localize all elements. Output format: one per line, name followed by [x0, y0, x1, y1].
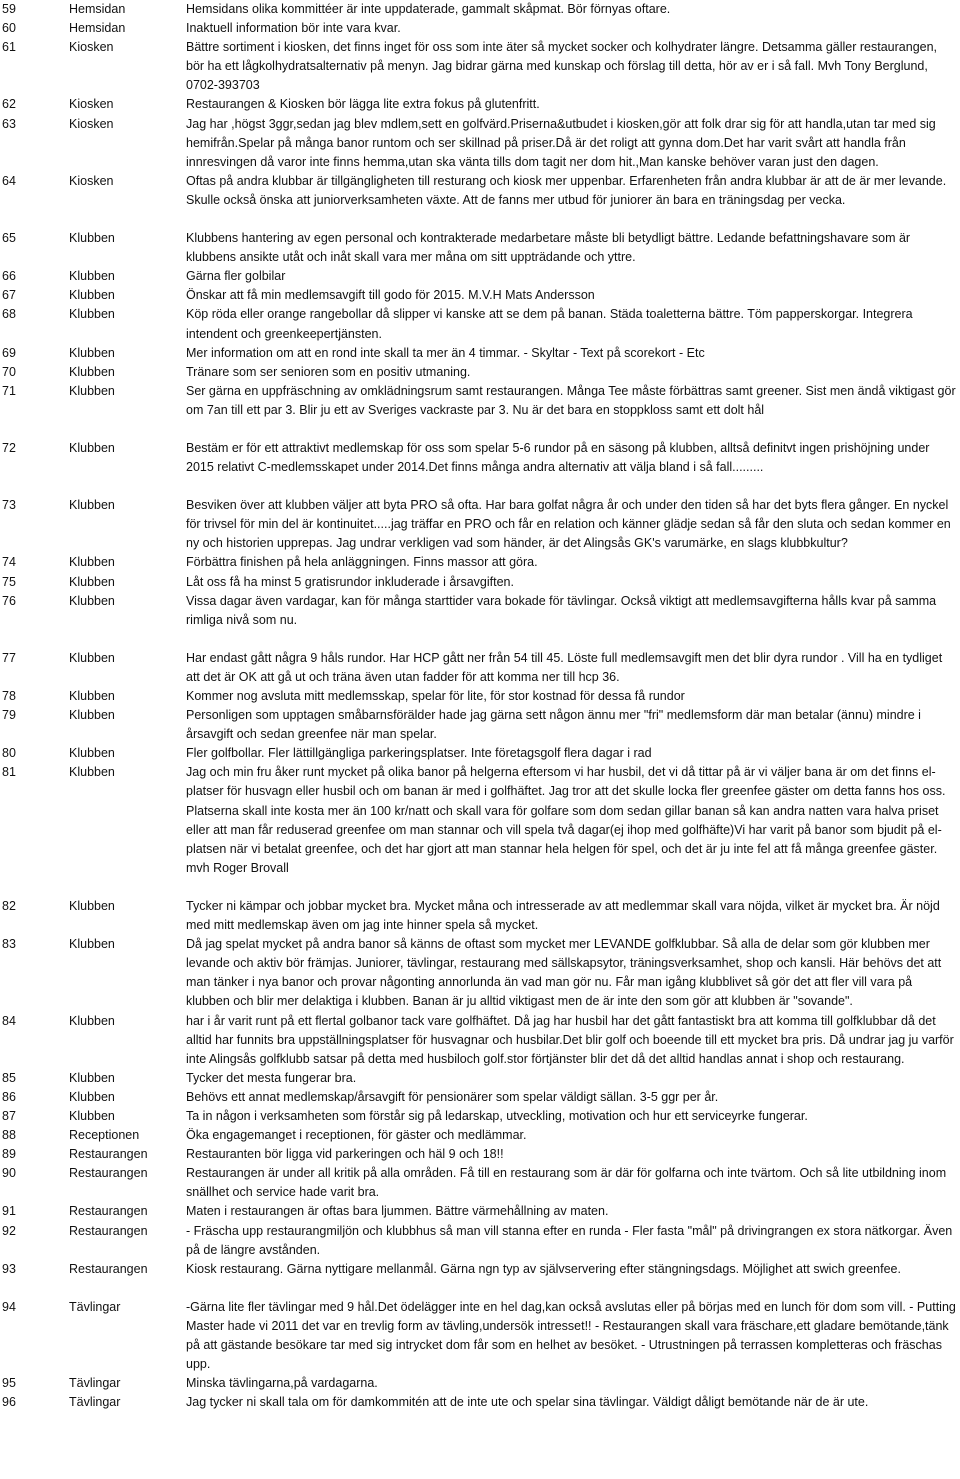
comment-category: Klubben: [69, 231, 115, 246]
comment-row: [0, 744, 960, 763]
comment-number: 92: [2, 1223, 16, 1238]
comment-category: Restaurangen: [69, 1166, 148, 1181]
comment-text: Gärna fler golbilar: [186, 269, 286, 284]
comment-number: 69: [2, 345, 16, 360]
comment-number: 89: [2, 1147, 16, 1162]
comment-number: 71: [2, 383, 16, 398]
comment-text: Inaktuell information bör inte vara kvar.: [186, 21, 401, 36]
comment-row: [0, 1260, 960, 1279]
comment-number: 68: [2, 307, 16, 322]
comment-row: [0, 1164, 960, 1202]
comment-number: 73: [2, 498, 16, 513]
comment-category: Klubben: [69, 765, 115, 780]
comment-text: Restauranten bör ligga vid parkeringen och häl 9 och 18!!: [186, 1147, 504, 1162]
comment-category: Restaurangen: [69, 1147, 148, 1162]
comment-number: 91: [2, 1204, 16, 1219]
comment-category: Restaurangen: [69, 1261, 148, 1276]
comment-row: [0, 305, 960, 343]
comment-category: Klubben: [69, 574, 115, 589]
comment-text: Personligen som upptagen småbarnsförälder hade jag gärna sett någon ännu mer "fri" medlemsform där man betalar (ännu) mindre i årsavgift och sedan greenfee när man spelar.: [186, 708, 921, 742]
comment-text: -Gärna lite fler tävlingar med 9 hål.Det ödelägger inte en hel dag,kan också avslutas eller på börjas med en lunch för dom som vill. - Putting Master hade vi 2011 det var en trevlig form av tävling,undersök intresset!! - Restaurangen skall vara fräschare,ett gladare bemötande,tänk på att gästande besökare tar med sig intrycket dom får som en helhet av besöket. - Utrustningen på terrassen kompletteras och fräschas upp.: [186, 1299, 956, 1372]
comment-row: [0, 1393, 960, 1412]
comment-number: 93: [2, 1261, 16, 1276]
comment-category: Klubben: [69, 498, 115, 513]
comment-category: Klubben: [69, 708, 115, 723]
comment-category: Kiosken: [69, 173, 114, 188]
comment-row: [0, 897, 960, 935]
comment-text: Hemsidans olika kommittéer är inte uppdaterade, gammalt skåpmat. Bör förnyas oftare.: [186, 2, 671, 16]
comment-category: Klubben: [69, 746, 115, 761]
comment-text: Ser gärna en uppfräschning av omklädningsrum samt restaurangen. Många Tee måste förbättras samt greener. Sist men ändå viktigast gör om 7an till ett par 3. Blir ju ett av Sveriges vackraste par 3. Nu är det bara en stoppkloss samt ett dolt hål: [186, 383, 956, 417]
comment-number: 61: [2, 40, 16, 55]
comment-text: Minska tävlingarna,på vardagarna.: [186, 1376, 378, 1391]
row-spacer: [0, 630, 960, 649]
comment-number: 76: [2, 593, 16, 608]
comment-row: [0, 1298, 960, 1374]
comment-category: Hemsidan: [69, 21, 126, 36]
comment-text: Då jag spelat mycket på andra banor så känns de oftast som mycket mer LEVANDE golfklubbar. Så alla de delar som gör klubben mer levande och aktiv bör främjas. Juniorer, tävlingar, restaurang med sällskapsytor, träningsverksamhet, shop och kansli. Här behövs det att man tänker i nya banor och provar någonting annorlunda än vad man gör nu. Får man igång klubblivet så gör det att fler vill vara på klubben och blir mer delaktiga i klubben. Banan är ju alltid viktigast men de är inte den som gör att klubben är "sovande".: [186, 937, 942, 1009]
comment-category: Klubben: [69, 555, 115, 570]
row-spacer: [0, 878, 960, 897]
comment-row: [0, 0, 960, 19]
comment-number: 74: [2, 555, 16, 570]
comment-text: Klubbens hantering av egen personal och kontrakterade medarbetare måste bli betydligt bättre. Ledande befattningshavare som är klubbens ansikte utåt och inåt skall vara mer måna om sitt uppträdande och yttre.: [186, 231, 911, 265]
comment-category: Klubben: [69, 1089, 115, 1104]
comment-text: Fler golfbollar. Fler lättillgängliga parkeringsplatser. Inte företagsgolf flera dagar i rad: [186, 746, 652, 761]
comment-number: 95: [2, 1376, 16, 1391]
row-spacer: [0, 210, 960, 229]
comment-number: 88: [2, 1128, 16, 1143]
comment-category: Restaurangen: [69, 1223, 148, 1238]
comment-text: Tycker ni kämpar och jobbar mycket bra. Mycket måna och intresserade av att medlemmar skall vara nöjda, vilket är mycket bra. Är nöjd med mitt medlemskap även om jag inte hinner spela så mycket.: [186, 898, 940, 933]
comment-row: [0, 763, 960, 878]
comment-category: Kiosken: [69, 40, 114, 55]
comment-text: Förbättra finishen på hela anläggningen. Finns massor att göra.: [186, 555, 538, 570]
comment-text: Behövs ett annat medlemskap/årsavgift för pensionärer som spelar väldigt sällan. 3-5 ggr per år.: [186, 1089, 719, 1104]
comment-row: [0, 649, 960, 687]
comment-category: Klubben: [69, 898, 115, 913]
comment-row: [0, 553, 960, 572]
row-spacer: [0, 477, 960, 496]
comment-row: [0, 344, 960, 363]
comment-number: 78: [2, 689, 16, 703]
comment-category: Klubben: [69, 1108, 115, 1123]
comment-number: 60: [2, 21, 16, 36]
comment-category: Klubben: [69, 345, 115, 360]
comment-number: 81: [2, 765, 16, 780]
comment-number: 63: [2, 116, 16, 131]
comment-row: [0, 687, 960, 706]
comment-number: 62: [2, 97, 16, 112]
comment-category: Klubben: [69, 650, 115, 665]
comment-number: 72: [2, 440, 16, 455]
comment-category: Klubben: [69, 288, 115, 303]
comment-number: 70: [2, 364, 16, 379]
comment-text: Jag tycker ni skall tala om för damkommitén att de inte ute och spelar sina tävlingar. Väldigt dåligt bemötande när de är ute.: [186, 1395, 869, 1410]
comment-number: 67: [2, 288, 16, 303]
comment-row: [0, 172, 960, 210]
comment-text: Oftas på andra klubbar är tillgängligheten till resturang och kiosk mer uppenbar. Erfarenheten från andra klubbar är att de är mer levande. Skulle också önska att juniorverksamheten växte. Att de fanns mer utbud för juniorer än bara en träningsdag per vecka.: [186, 173, 947, 207]
comment-category: Tävlingar: [69, 1376, 121, 1391]
comment-category: Restaurangen: [69, 1204, 148, 1219]
row-spacer: [0, 420, 960, 439]
comment-row: [0, 1069, 960, 1088]
comment-number: 79: [2, 708, 16, 723]
comment-row: [0, 38, 960, 95]
comment-text: Köp röda eller orange rangebollar då slipper vi kanske att se dem på banan. Städa toaletterna bättre. Töm papperskorgar. Integrera intendent och greenkeepertjänsten.: [186, 307, 913, 341]
comment-number: 77: [2, 650, 16, 665]
comment-row: [0, 229, 960, 267]
comment-text: har i år varit runt på ett flertal golbanor tack vare golfhäftet. Då jag har husbil har det gått fantastiskt bra att komma till golfklubbar då det alltid har funnits bra uppställningsplatser för husvagnar och husbilar.Det blir golf och boeende till ett mycket bra pris. Då undrar jag ju varför inte Alingsås golfklubb satsar på detta med husbiloch golf.stor förtjänster blir det då det alltid handlas annat i shop och restaurang.: [186, 1013, 954, 1066]
comment-number: 90: [2, 1166, 16, 1181]
comment-number: 75: [2, 574, 16, 589]
comment-row: [0, 1222, 960, 1260]
comment-category: Klubben: [69, 1013, 115, 1028]
comment-category: Tävlingar: [69, 1299, 121, 1314]
comment-text: Låt oss få ha minst 5 gratisrundor inkluderade i årsavgiften.: [186, 574, 514, 589]
comment-category: Kiosken: [69, 116, 114, 131]
comment-number: 87: [2, 1108, 16, 1123]
comment-text: Tycker det mesta fungerar bra.: [186, 1070, 357, 1085]
comment-number: 64: [2, 173, 16, 188]
comment-text: Bestäm er för ett attraktivt medlemskap för oss som spelar 5-6 rundor på en säsong på klubben, alltså definitvt ingen prishöjning under 2015 relativt C-medlemsskapet under 2014.Det finns många andra alternativ att välja bland i så fall.........: [186, 440, 930, 475]
comment-row: [0, 496, 960, 553]
comment-category: Tävlingar: [69, 1395, 121, 1410]
comment-category: Hemsidan: [69, 2, 126, 16]
comment-row: [0, 1145, 960, 1164]
comment-text: Mer information om att en rond inte skall ta mer än 4 timmar. - Skyltar - Text på scorekort - Etc: [186, 345, 705, 360]
comment-number: 80: [2, 746, 16, 761]
comment-number: 83: [2, 937, 16, 952]
comment-text: Bättre sortiment i kiosken, det finns inget för oss som inte äter så mycket socker och kolhydrater längre. Detsamma gäller restaurangen, bör ha ett lågkolhydratsalternativ på menyn. Jag bidrar gärna med kunskap och förslag till detta, hör av er i så fall. Mvh Tony Berglund, 0702-393703: [186, 40, 938, 93]
comment-row: [0, 1202, 960, 1221]
comment-text: Jag har ,högst 3ggr,sedan jag blev mdlem,sett en golfvärd.Priserna&utbudet i kiosken,gör att folk drar sig för att handla,utan tar med sig hemifrån.Spelar på många banor runtom och ser skillnad på priser.Då är det roligt att gynna dom.Det har varit svårt att handla från innresvingen då varor inte finns hemma,utan ska vänta tills dom tagit ner dom hit.,Man kanske behöver varan just den dagen.: [186, 116, 936, 169]
comment-row: [0, 1107, 960, 1126]
comment-category: Klubben: [69, 440, 115, 455]
comment-text: Har endast gått några 9 håls rundor. Har HCP gått ner från 54 till 45. Löste full medlemsavgift men det blir dyra rundor . Vill ha en tydliget att det är OK att gå ut och träna även utan fadder för att komma ner till hcp 36.: [186, 650, 943, 684]
comment-text: Önskar att få min medlemsavgift till godo för 2015. M.V.H Mats Andersson: [186, 288, 595, 303]
comment-number: 65: [2, 231, 16, 246]
comment-row: [0, 286, 960, 305]
comment-text: Jag och min fru åker runt mycket på olika banor på helgerna eftersom vi har husbil, det vi då tittar på är vi väljer bana är om det finns el-platser för husvagn eller husbil och om banan är med i golfhäftet. Jag tror att det skulle locka fler greenfee gäster om detta fanns hos oss. Platserna skall inte kosta mer än 100 kr/natt och skall vara för golfare som dom sedan gillar banan så kan andra natten vara halva priset eller att man får reduserad greenfee om man stannar och vill spela två dagar(ej ihop med golfhäfte)Vi har varit på banor som bjudit på el-platsen när vi betalat greenfee, och det har gjort att man stannar hela helgen för spel, och det är ju inte fel att få många greenfee gäster. mvh Roger Brovall: [186, 765, 946, 875]
comment-row: [0, 592, 960, 630]
comment-number: 66: [2, 269, 16, 284]
comment-text: Kommer nog avsluta mitt medlemsskap, spelar för lite, för stor kostnad för dessa få rundor: [186, 689, 685, 703]
comment-row: [0, 363, 960, 382]
row-spacer: [0, 1279, 960, 1298]
comment-category: Klubben: [69, 1070, 115, 1085]
comment-number: 96: [2, 1395, 16, 1410]
comment-category: Klubben: [69, 937, 115, 952]
comment-row: [0, 439, 960, 477]
comment-text: Ta in någon i verksamheten som förstår sig på ledarskap, utveckling, motivation och hur ett serviceyrke fungerar.: [186, 1108, 808, 1123]
comment-row: [0, 1374, 960, 1393]
comment-row: [0, 19, 960, 38]
comment-category: Klubben: [69, 307, 115, 322]
comment-category: Klubben: [69, 383, 115, 398]
comment-row: [0, 1088, 960, 1107]
comment-category: Klubben: [69, 269, 115, 284]
comment-text: - Fräscha upp restaurangmiljön och klubbhus så man vill stanna efter en runda - Fler fasta "mål" på drivingrangen ex stora nätkorgar. Även på de längre avstånden.: [186, 1223, 953, 1257]
comment-category: Klubben: [69, 689, 115, 703]
comment-number: 94: [2, 1299, 16, 1314]
comment-text: Maten i restaurangen är oftas bara ljummen. Bättre värmehållning av maten.: [186, 1204, 609, 1219]
comment-text: Tränare som ser senioren som en positiv utmaning.: [186, 364, 471, 379]
comment-row: [0, 706, 960, 744]
comment-text: Kiosk restaurang. Gärna nyttigare mellanmål. Gärna ngn typ av självservering efter stängningsdags. Möjlighet att swich greenfee.: [186, 1261, 901, 1276]
comment-text: Restaurangen är under all kritik på alla områden. Få till en restaurang som är där för golfarna och inte tvärtom. Och så lite utbildning inom snällhet och service hade varit bra.: [186, 1166, 947, 1200]
comment-number: 85: [2, 1070, 16, 1085]
comment-text: Besviken över att klubben väljer att byta PRO så ofta. Har bara golfat några år och under den tiden så har det byts flera gånger. En nyckel för trivsel för min del är kontinuitet.....jag träffar en PRO och får en relation och känner glädje sedan så får den sluta och sedan kommer en ny och historien upprepas. Jag undrar verkligen vad som händer, är det Alingsås GK's varumärke, en slags klubbkultur?: [186, 498, 951, 551]
comment-row: [0, 267, 960, 286]
comment-text: Öka engagemanget i receptionen, för gäster och medlämmar.: [186, 1128, 527, 1143]
comment-number: 86: [2, 1089, 16, 1104]
comment-number: 84: [2, 1013, 16, 1028]
comment-row: [0, 382, 960, 420]
comment-row: [0, 935, 960, 1011]
comment-text: Vissa dagar även vardagar, kan för många starttider vara bokade för tävlingar. Också viktigt att medlemsavgifterna hålls kvar på samma rimliga nivå som nu.: [186, 593, 937, 627]
comment-text: Restaurangen & Kiosken bör lägga lite extra fokus på glutenfritt.: [186, 97, 540, 112]
comment-row: [0, 95, 960, 114]
comment-category: Klubben: [69, 593, 115, 608]
comment-category: Kiosken: [69, 97, 114, 112]
comment-category: Klubben: [69, 364, 115, 379]
comment-category: Receptionen: [69, 1128, 140, 1143]
comment-row: [0, 573, 960, 592]
comment-row: [0, 1126, 960, 1145]
comment-number: 59: [2, 2, 16, 16]
comment-row: [0, 115, 960, 172]
comment-row: [0, 1012, 960, 1069]
comment-number: 82: [2, 898, 16, 913]
